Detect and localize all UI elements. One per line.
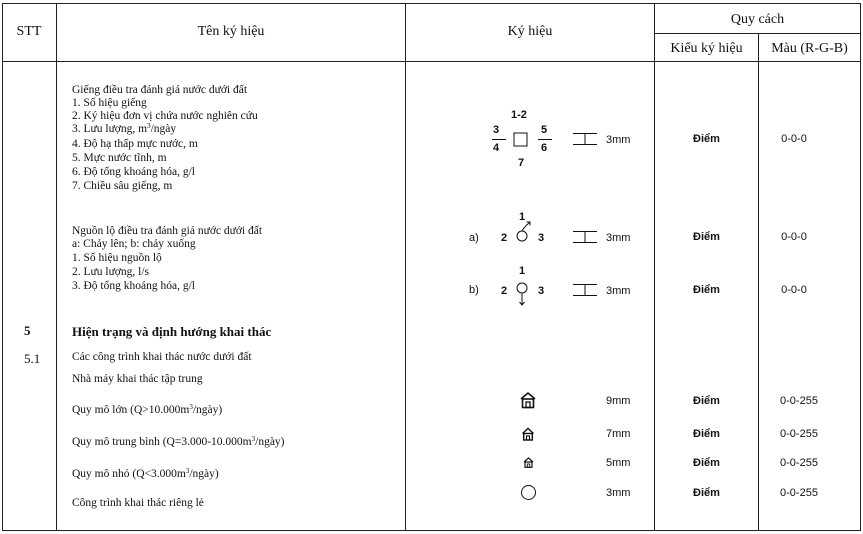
- nguon-lo-a-size: 3mm: [606, 232, 631, 244]
- cong-trinh-rieng-le-kieu: Điểm: [693, 487, 720, 499]
- col-divider-4: [758, 33, 759, 531]
- house-large-icon: [519, 391, 537, 409]
- nguon-lo-b-label: b): [469, 284, 479, 296]
- gieng-item-2: 2. Ký hiệu đơn vị chứa nước nghiên cứu: [72, 110, 258, 122]
- nguon-lo-a-label: a): [469, 232, 479, 244]
- gieng-item-4: 4. Độ hạ thấp mực nước, m: [72, 138, 198, 150]
- cong-trinh-rieng-le-mau: 0-0-255: [780, 487, 818, 499]
- header-stt: STT: [16, 24, 42, 39]
- nguon-lo-b-size: 3mm: [606, 285, 631, 297]
- spring-flow-up-icon: [512, 216, 536, 244]
- gieng-symbol-label-top: 1-2: [511, 109, 527, 121]
- nguon-lo-a-num-2: 2: [501, 232, 508, 244]
- size-bracket-icon: [572, 230, 598, 244]
- house-small-icon: [523, 457, 534, 468]
- gieng-mau: 0-0-0: [781, 133, 807, 145]
- quy-mo-nho-label: Quy mô nhỏ $(Q<3.000m^3/ngày)$: [72, 467, 219, 480]
- nguon-lo-b-kieu: Điểm: [693, 284, 720, 296]
- header-mau: Màu (R-G-B): [771, 41, 848, 56]
- circle-icon: [520, 484, 537, 501]
- nguon-lo-b-num-1: 1: [519, 265, 526, 277]
- gieng-title: Giếng điều tra đánh giá nước dưới đất: [72, 84, 248, 96]
- header-ky-hieu: Ký hiệu: [507, 24, 553, 39]
- header-bottom-line: [2, 61, 861, 62]
- gieng-item-5: 5. Mực nước tĩnh, m: [72, 152, 167, 164]
- gieng-item-7: 7. Chiều sâu giếng, m: [72, 180, 173, 192]
- header-ten-ky-hieu: Tên ký hiệu: [197, 24, 265, 39]
- gieng-symbol-label-6: 6: [541, 142, 548, 154]
- nguon-lo-a-mau: 0-0-0: [781, 231, 807, 243]
- nguon-lo-b-mau: 0-0-0: [781, 284, 807, 296]
- gieng-item-6: 6. Độ tổng khoáng hóa, g/l: [72, 166, 195, 178]
- gieng-symbol-label-3: 3: [493, 124, 500, 136]
- spring-flow-down-icon: [512, 280, 536, 310]
- size-bracket-icon: [572, 283, 598, 297]
- quy-mo-lon-kieu: Điểm: [693, 395, 720, 407]
- quy-mo-trung-binh-mau: 0-0-255: [780, 428, 818, 440]
- col-divider-2: [405, 3, 406, 531]
- gieng-symbol-label-bottom: 7: [518, 157, 525, 169]
- nguon-lo-a-num-3: 3: [538, 232, 545, 244]
- quy-mo-lon-mau: 0-0-255: [780, 395, 818, 407]
- quy-mo-lon-label: Quy mô lớn $(Q>10.000m^3/ngày)$: [72, 403, 223, 416]
- nguon-lo-b-num-2: 2: [501, 285, 508, 297]
- cong-trinh-rieng-le-label: Công trình khai thác riêng lẻ: [72, 497, 204, 509]
- size-bracket-icon: [572, 132, 598, 146]
- gieng-symbol-label-5: 5: [541, 124, 548, 136]
- house-medium-icon: [521, 427, 535, 441]
- col-divider-1: [56, 3, 57, 531]
- section-5-1-title: Các công trình khai thác nước dưới đất: [72, 351, 252, 363]
- border-right: [860, 3, 861, 531]
- gieng-symbol-label-4: 4: [493, 142, 500, 154]
- gieng-square-icon: [486, 125, 556, 157]
- quy-mo-nho-kieu: Điểm: [693, 457, 720, 469]
- nguon-lo-a-kieu: Điểm: [693, 231, 720, 243]
- quy-mo-trung-binh-label: Quy mô trung bình $(Q=3.000-10.000m^3/ngày)$: [72, 435, 285, 448]
- cong-trinh-rieng-le-size: 3mm: [606, 487, 631, 499]
- quy-mo-lon-size: 9mm: [606, 395, 631, 407]
- nguon-lo-a-num-1: 1: [519, 211, 526, 223]
- nguon-lo-item-2: 2. Lưu lượng, l/s: [72, 266, 150, 278]
- section-5-title: Hiện trạng và định hướng khai thác: [72, 324, 272, 339]
- gieng-item-1: 1. Số hiệu giếng: [72, 97, 147, 109]
- nguon-lo-item-3: 3. Độ tổng khoáng hóa, g/l: [72, 280, 195, 292]
- quy-mo-nho-size: 5mm: [606, 457, 631, 469]
- nguon-lo-sub: a: Chảy lên; b: chảy xuống: [72, 238, 196, 250]
- gieng-item-3: 3. Lưu lượng, $m^3$/ngày: [72, 122, 177, 135]
- section-5-number: 5: [24, 323, 31, 338]
- header-kieu-ky-hieu: Kiểu ký hiệu: [670, 41, 743, 56]
- nguon-lo-b-num-3: 3: [538, 285, 545, 297]
- quy-mo-nho-mau: 0-0-255: [780, 457, 818, 469]
- border-left: [2, 3, 3, 531]
- nguon-lo-title: Nguồn lộ điều tra đánh giá nước dưới đất: [72, 225, 263, 237]
- nha-may-title: Nhà máy khai thác tập trung: [72, 373, 203, 385]
- section-5-1-number: 5.1: [24, 351, 41, 366]
- col-divider-3: [654, 3, 655, 531]
- gieng-size: 3mm: [606, 134, 631, 146]
- gieng-kieu: Điểm: [693, 133, 720, 145]
- quy-mo-trung-binh-size: 7mm: [606, 428, 631, 440]
- border-top: [2, 3, 861, 4]
- border-bottom: [2, 530, 861, 531]
- quy-mo-trung-binh-kieu: Điểm: [693, 428, 720, 440]
- nguon-lo-item-1: 1. Số hiệu nguồn lộ: [72, 252, 162, 264]
- header-quy-cach: Quy cách: [730, 12, 785, 27]
